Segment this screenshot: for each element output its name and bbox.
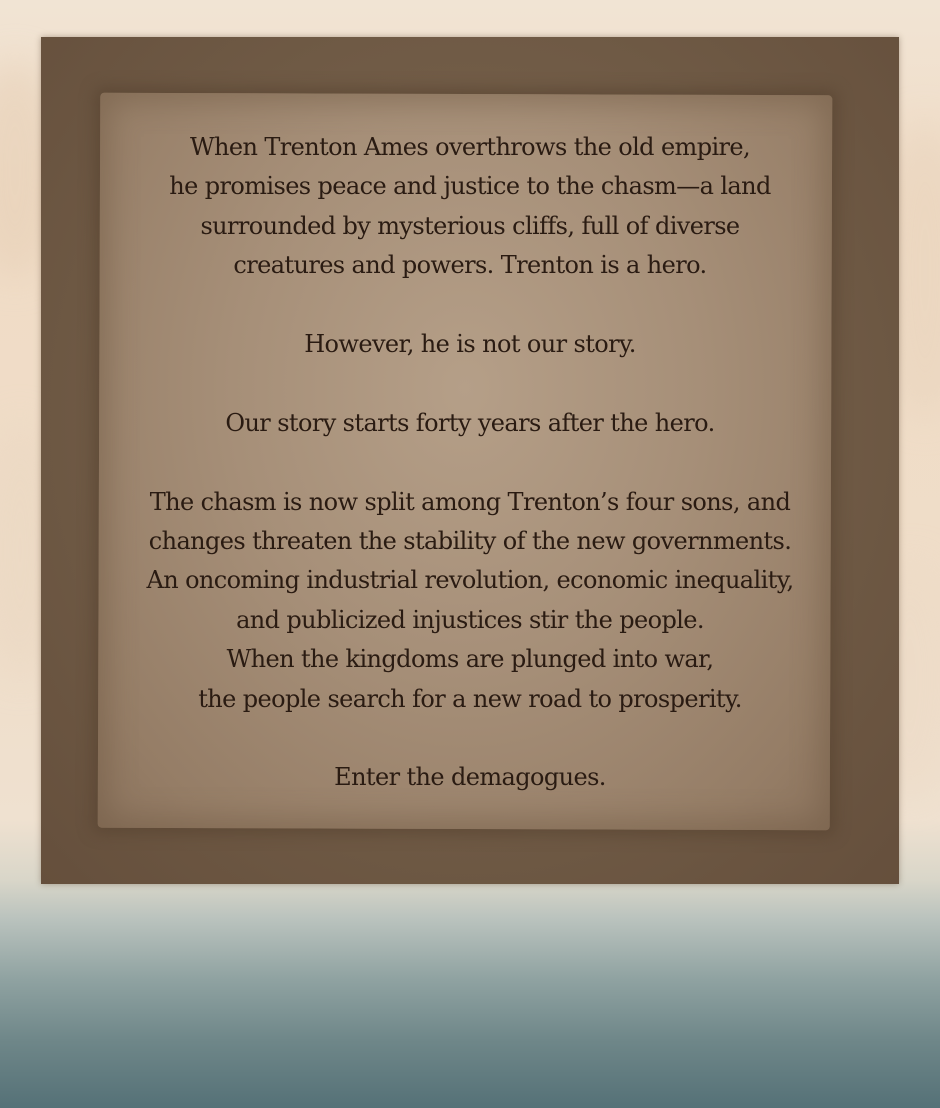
intro-line: changes threaten the stability of the new governments. [148, 527, 792, 556]
intro-line: creatures and powers. Trenton is a hero. [233, 251, 707, 280]
intro-line: When the kingdoms are plunged into war, [226, 645, 714, 674]
paragraph-gap [41, 364, 899, 403]
closing-line: Enter the demagogues. [334, 763, 606, 792]
intro-line: Our story starts forty years after the hero. [225, 408, 715, 437]
intro-line: The chasm is now split among Trenton’s four sons, and [149, 487, 791, 516]
paragraph-gap [41, 286, 899, 325]
story-text [41, 128, 899, 798]
intro-line: he promises peace and justice to the chasm—a land [169, 172, 771, 201]
story-frame [41, 37, 899, 884]
intro-line: When Trenton Ames overthrows the old empire, [189, 133, 751, 161]
paragraph-gap [41, 443, 899, 482]
paragraph-gap [41, 719, 899, 758]
intro-line: the people search for a new road to prosperity. [198, 684, 742, 713]
intro-line: However, he is not our story. [304, 330, 636, 359]
intro-line: surrounded by mysterious cliffs, full of diverse [200, 211, 740, 240]
intro-line: An oncoming industrial revolution, economic inequality, [146, 566, 794, 595]
intro-line: and publicized injustices stir the people. [236, 605, 704, 634]
